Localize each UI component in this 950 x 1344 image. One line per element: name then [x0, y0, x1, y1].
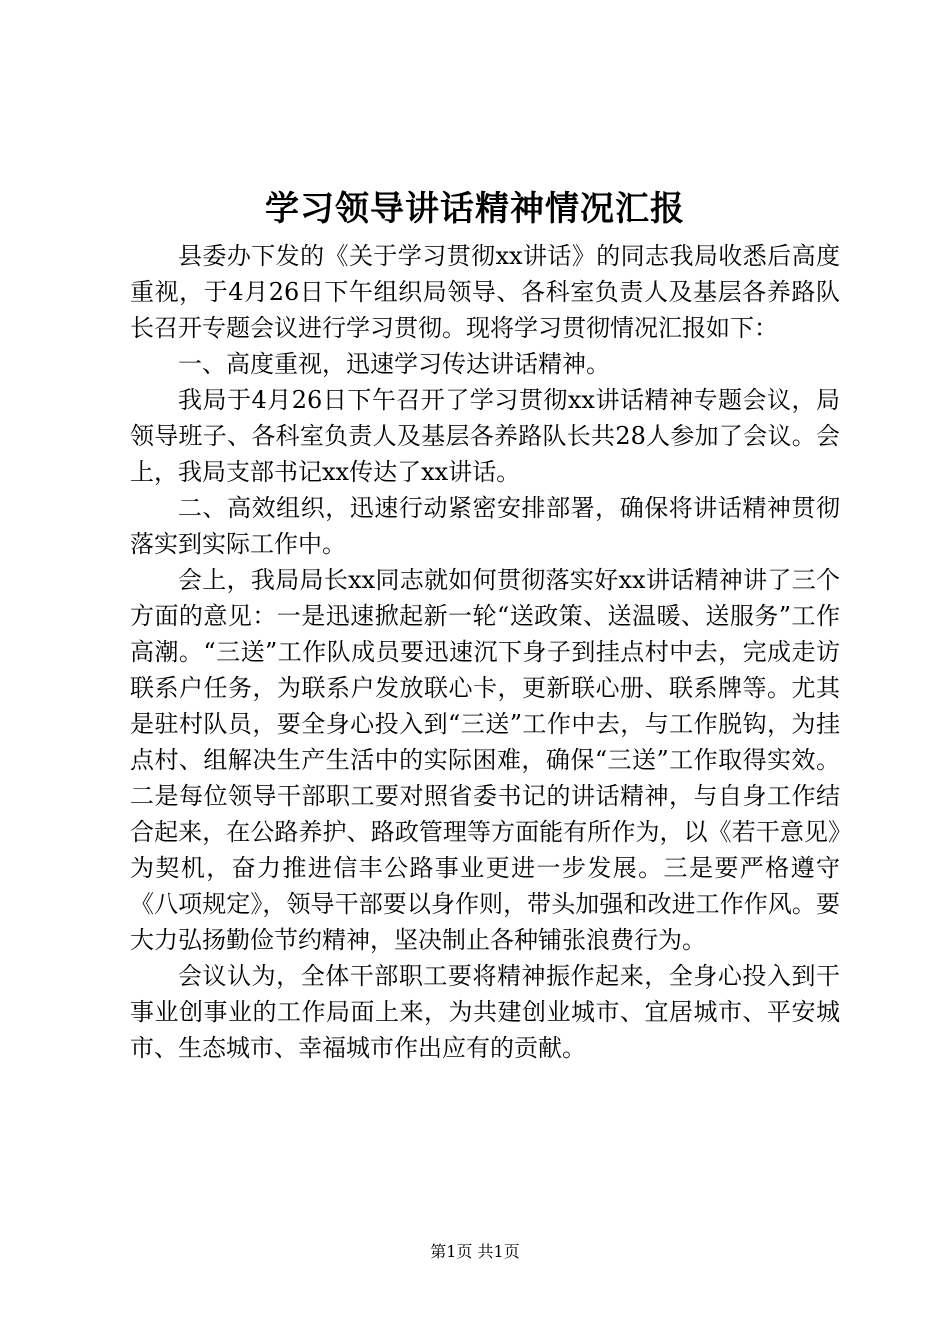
paragraph-section-1-body: 我局于4月26日下午召开了学习贯彻xx讲话精神专题会议，局领导班子、各科室负责人及基层各养路队长共28人参加了会议。会上，我局支部书记xx传达了xx讲话。	[130, 386, 840, 486]
document-body	[130, 238, 840, 1066]
page-number-footer: 第1页 共1页	[430, 1242, 520, 1261]
paragraph-section-2-heading: 二、高效组织，迅速行动紧密安排部署，确保将讲话精神贯彻落实到实际工作中。	[130, 494, 840, 558]
paragraph-section-2-body: 会上，我局局长xx同志就如何贯彻落实好xx讲话精神讲了三个方面的意见：一是迅速掀起新一轮“送政策、送温暖、送服务”工作高潮。“三送”工作队成员要迅速沉下身子到挂点村中去，完成走访联系户任务，为联系户发放联心卡，更新联心册、联系牌等。尤其是驻村队员，要全身心投入到“三送”工作中去，与工作脱钩，为挂点村、组解决生产生活中的实际困难，确保“三送”工作取得实效。二是每位领导干部职工要对照省委书记的讲话精神，与自身工作结合起来，在公路养护、路政管理等方面能有所作为，以《若干意见》为契机，奋力推进信丰公路事业更进一步发展。三是要严格遵守《八项规定》，领导干部要以身作则，带头加强和改进工作作风。要大力弘扬勤俭节约精神，坚决制止各种铺张浪费行为。	[130, 566, 840, 954]
paragraph-intro: 县委办下发的《关于学习贯彻xx讲话》的同志我局收悉后高度重视，于4月26日下午组织局领导、各科室负责人及基层各养路队长召开专题会议进行学习贯彻。现将学习贯彻情况汇报如下：	[130, 242, 840, 342]
paragraph-conclusion: 会议认为，全体干部职工要将精神振作起来，全身心投入到干事业创事业的工作局面上来，为共建创业城市、宜居城市、平安城市、生态城市、幸福城市作出应有的贡献。	[130, 962, 840, 1062]
paragraph-section-1-heading: 一、高度重视，迅速学习传达讲话精神。	[178, 350, 610, 378]
document-title: 学习领导讲话精神情况汇报	[265, 189, 685, 229]
